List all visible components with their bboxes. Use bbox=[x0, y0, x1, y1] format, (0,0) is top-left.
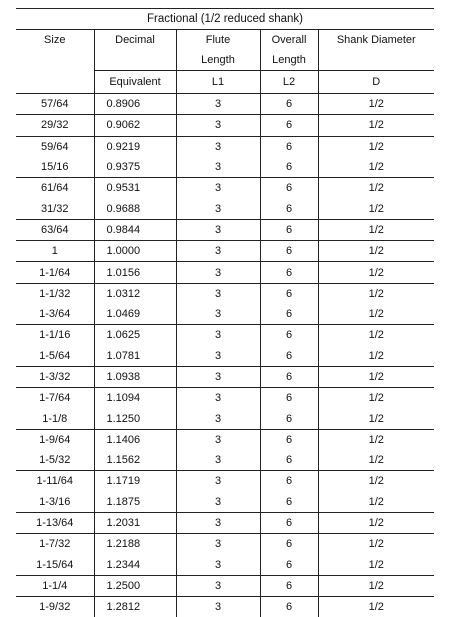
cell-overall-length: 6 bbox=[260, 346, 318, 367]
cell-shank-diameter: 1/2 bbox=[318, 219, 434, 240]
cell-size: 1-1/16 bbox=[16, 325, 94, 346]
cell-decimal: 1.2031 bbox=[94, 512, 176, 533]
cell-shank-diameter: 1/2 bbox=[318, 597, 434, 617]
cell-decimal: 0.9688 bbox=[94, 198, 176, 219]
cell-decimal: 1.0312 bbox=[94, 283, 176, 304]
cell-overall-length: 6 bbox=[260, 555, 318, 576]
cell-shank-diameter: 1/2 bbox=[318, 94, 434, 115]
cell-size: 1-5/32 bbox=[16, 450, 94, 471]
cell-size: 1-7/32 bbox=[16, 534, 94, 555]
table-row bbox=[16, 366, 434, 387]
header-flute-line2: Length bbox=[176, 50, 260, 71]
cell-shank-diameter: 1/2 bbox=[318, 388, 434, 409]
cell-flute-length: 3 bbox=[176, 366, 260, 387]
header-overall-line2: Length bbox=[260, 50, 318, 71]
table-row bbox=[16, 94, 434, 115]
cell-decimal: 1.1094 bbox=[94, 388, 176, 409]
cell-size: 1-5/64 bbox=[16, 346, 94, 367]
table-row bbox=[16, 198, 434, 219]
cell-size: 59/64 bbox=[16, 136, 94, 157]
table-row bbox=[16, 262, 434, 283]
header-shank-sub: D bbox=[318, 71, 434, 94]
cell-size: 1-9/32 bbox=[16, 597, 94, 617]
cell-overall-length: 6 bbox=[260, 388, 318, 409]
cell-overall-length: 6 bbox=[260, 366, 318, 387]
cell-overall-length: 6 bbox=[260, 157, 318, 178]
cell-overall-length: 6 bbox=[260, 492, 318, 513]
table-row bbox=[16, 325, 434, 346]
cell-flute-length: 3 bbox=[176, 94, 260, 115]
cell-shank-diameter: 1/2 bbox=[318, 283, 434, 304]
cell-overall-length: 6 bbox=[260, 429, 318, 450]
header-flute-sub: L1 bbox=[176, 71, 260, 94]
cell-flute-length: 3 bbox=[176, 115, 260, 136]
cell-overall-length: 6 bbox=[260, 283, 318, 304]
cell-flute-length: 3 bbox=[176, 471, 260, 492]
cell-overall-length: 6 bbox=[260, 325, 318, 346]
table-row bbox=[16, 555, 434, 576]
cell-shank-diameter: 1/2 bbox=[318, 178, 434, 199]
cell-decimal: 1.2344 bbox=[94, 555, 176, 576]
cell-shank-diameter: 1/2 bbox=[318, 136, 434, 157]
cell-overall-length: 6 bbox=[260, 262, 318, 283]
cell-decimal: 1.0000 bbox=[94, 241, 176, 262]
cell-overall-length: 6 bbox=[260, 575, 318, 596]
cell-flute-length: 3 bbox=[176, 492, 260, 513]
cell-shank-diameter: 1/2 bbox=[318, 241, 434, 262]
cell-flute-length: 3 bbox=[176, 178, 260, 199]
cell-size: 61/64 bbox=[16, 178, 94, 199]
cell-flute-length: 3 bbox=[176, 534, 260, 555]
table-row bbox=[16, 534, 434, 555]
header-decimal-sub: Equivalent bbox=[94, 71, 176, 94]
cell-shank-diameter: 1/2 bbox=[318, 575, 434, 596]
cell-shank-diameter: 1/2 bbox=[318, 534, 434, 555]
cell-shank-diameter: 1/2 bbox=[318, 555, 434, 576]
cell-shank-diameter: 1/2 bbox=[318, 346, 434, 367]
cell-decimal: 0.9375 bbox=[94, 157, 176, 178]
cell-flute-length: 3 bbox=[176, 388, 260, 409]
cell-size: 1-1/4 bbox=[16, 575, 94, 596]
cell-flute-length: 3 bbox=[176, 304, 260, 325]
cell-flute-length: 3 bbox=[176, 346, 260, 367]
cell-shank-diameter: 1/2 bbox=[318, 492, 434, 513]
cell-decimal: 1.2500 bbox=[94, 575, 176, 596]
cell-size: 1-11/64 bbox=[16, 471, 94, 492]
cell-shank-diameter: 1/2 bbox=[318, 262, 434, 283]
table-row bbox=[16, 115, 434, 136]
cell-overall-length: 6 bbox=[260, 512, 318, 533]
cell-decimal: 1.1250 bbox=[94, 408, 176, 429]
table-row bbox=[16, 219, 434, 240]
table-row bbox=[16, 178, 434, 199]
cell-overall-length: 6 bbox=[260, 597, 318, 617]
table-row bbox=[16, 346, 434, 367]
table-row bbox=[16, 408, 434, 429]
cell-decimal: 1.0938 bbox=[94, 366, 176, 387]
cell-decimal: 0.9062 bbox=[94, 115, 176, 136]
cell-decimal: 1.1406 bbox=[94, 429, 176, 450]
table-row bbox=[16, 450, 434, 471]
cell-decimal: 1.1562 bbox=[94, 450, 176, 471]
cell-overall-length: 6 bbox=[260, 136, 318, 157]
header-shank: Shank Diameter bbox=[318, 30, 434, 51]
table-row bbox=[16, 157, 434, 178]
table-row bbox=[16, 136, 434, 157]
header-flute-line1: Flute bbox=[176, 30, 260, 51]
cell-size: 29/32 bbox=[16, 115, 94, 136]
cell-size: 1-9/64 bbox=[16, 429, 94, 450]
cell-overall-length: 6 bbox=[260, 241, 318, 262]
cell-shank-diameter: 1/2 bbox=[318, 115, 434, 136]
cell-shank-diameter: 1/2 bbox=[318, 450, 434, 471]
table-row bbox=[16, 241, 434, 262]
cell-flute-length: 3 bbox=[176, 325, 260, 346]
cell-size: 57/64 bbox=[16, 94, 94, 115]
cell-overall-length: 6 bbox=[260, 94, 318, 115]
cell-shank-diameter: 1/2 bbox=[318, 429, 434, 450]
cell-flute-length: 3 bbox=[176, 219, 260, 240]
cell-overall-length: 6 bbox=[260, 178, 318, 199]
cell-shank-diameter: 1/2 bbox=[318, 157, 434, 178]
cell-shank-diameter: 1/2 bbox=[318, 366, 434, 387]
cell-decimal: 1.0156 bbox=[94, 262, 176, 283]
header-decimal: Decimal bbox=[94, 30, 176, 51]
cell-size: 1-1/32 bbox=[16, 283, 94, 304]
cell-size: 1-13/64 bbox=[16, 512, 94, 533]
header-overall-sub: L2 bbox=[260, 71, 318, 94]
cell-size: 1-15/64 bbox=[16, 555, 94, 576]
cell-decimal: 1.2188 bbox=[94, 534, 176, 555]
header-size: Size bbox=[16, 30, 94, 51]
cell-flute-length: 3 bbox=[176, 157, 260, 178]
cell-overall-length: 6 bbox=[260, 534, 318, 555]
cell-flute-length: 3 bbox=[176, 262, 260, 283]
table-title: Fractional (1/2 reduced shank) bbox=[16, 9, 434, 30]
table-row bbox=[16, 283, 434, 304]
cell-overall-length: 6 bbox=[260, 219, 318, 240]
table-row bbox=[16, 471, 434, 492]
cell-shank-diameter: 1/2 bbox=[318, 408, 434, 429]
cell-decimal: 1.2812 bbox=[94, 597, 176, 617]
cell-overall-length: 6 bbox=[260, 198, 318, 219]
cell-overall-length: 6 bbox=[260, 450, 318, 471]
cell-flute-length: 3 bbox=[176, 555, 260, 576]
cell-flute-length: 3 bbox=[176, 136, 260, 157]
cell-shank-diameter: 1/2 bbox=[318, 512, 434, 533]
cell-size: 1-3/64 bbox=[16, 304, 94, 325]
table-row bbox=[16, 512, 434, 533]
cell-size: 1-7/64 bbox=[16, 388, 94, 409]
cell-decimal: 1.1719 bbox=[94, 471, 176, 492]
cell-decimal: 1.0625 bbox=[94, 325, 176, 346]
cell-overall-length: 6 bbox=[260, 471, 318, 492]
cell-size: 1 bbox=[16, 241, 94, 262]
cell-flute-length: 3 bbox=[176, 575, 260, 596]
cell-decimal: 1.0469 bbox=[94, 304, 176, 325]
cell-flute-length: 3 bbox=[176, 450, 260, 471]
cell-flute-length: 3 bbox=[176, 283, 260, 304]
cell-size: 1-3/32 bbox=[16, 366, 94, 387]
cell-shank-diameter: 1/2 bbox=[318, 325, 434, 346]
cell-size: 1-1/64 bbox=[16, 262, 94, 283]
cell-shank-diameter: 1/2 bbox=[318, 304, 434, 325]
cell-decimal: 0.9531 bbox=[94, 178, 176, 199]
cell-decimal: 1.0781 bbox=[94, 346, 176, 367]
cell-decimal: 1.1875 bbox=[94, 492, 176, 513]
cell-size: 1-3/16 bbox=[16, 492, 94, 513]
cell-overall-length: 6 bbox=[260, 408, 318, 429]
table-row bbox=[16, 388, 434, 409]
cell-size: 63/64 bbox=[16, 219, 94, 240]
cell-overall-length: 6 bbox=[260, 304, 318, 325]
cell-decimal: 0.9219 bbox=[94, 136, 176, 157]
spec-sheet bbox=[16, 8, 434, 617]
table-row bbox=[16, 429, 434, 450]
cell-decimal: 0.8906 bbox=[94, 94, 176, 115]
cell-shank-diameter: 1/2 bbox=[318, 198, 434, 219]
header-overall-line1: Overall bbox=[260, 30, 318, 51]
table-row bbox=[16, 492, 434, 513]
cell-flute-length: 3 bbox=[176, 198, 260, 219]
drill-size-table bbox=[16, 8, 434, 617]
table-body bbox=[16, 94, 434, 617]
cell-flute-length: 3 bbox=[176, 241, 260, 262]
cell-size: 31/32 bbox=[16, 198, 94, 219]
table-row bbox=[16, 575, 434, 596]
cell-size: 15/16 bbox=[16, 157, 94, 178]
cell-flute-length: 3 bbox=[176, 597, 260, 617]
table-row bbox=[16, 304, 434, 325]
cell-shank-diameter: 1/2 bbox=[318, 471, 434, 492]
cell-flute-length: 3 bbox=[176, 512, 260, 533]
cell-overall-length: 6 bbox=[260, 115, 318, 136]
cell-flute-length: 3 bbox=[176, 408, 260, 429]
cell-flute-length: 3 bbox=[176, 429, 260, 450]
cell-size: 1-1/8 bbox=[16, 408, 94, 429]
cell-decimal: 0.9844 bbox=[94, 219, 176, 240]
